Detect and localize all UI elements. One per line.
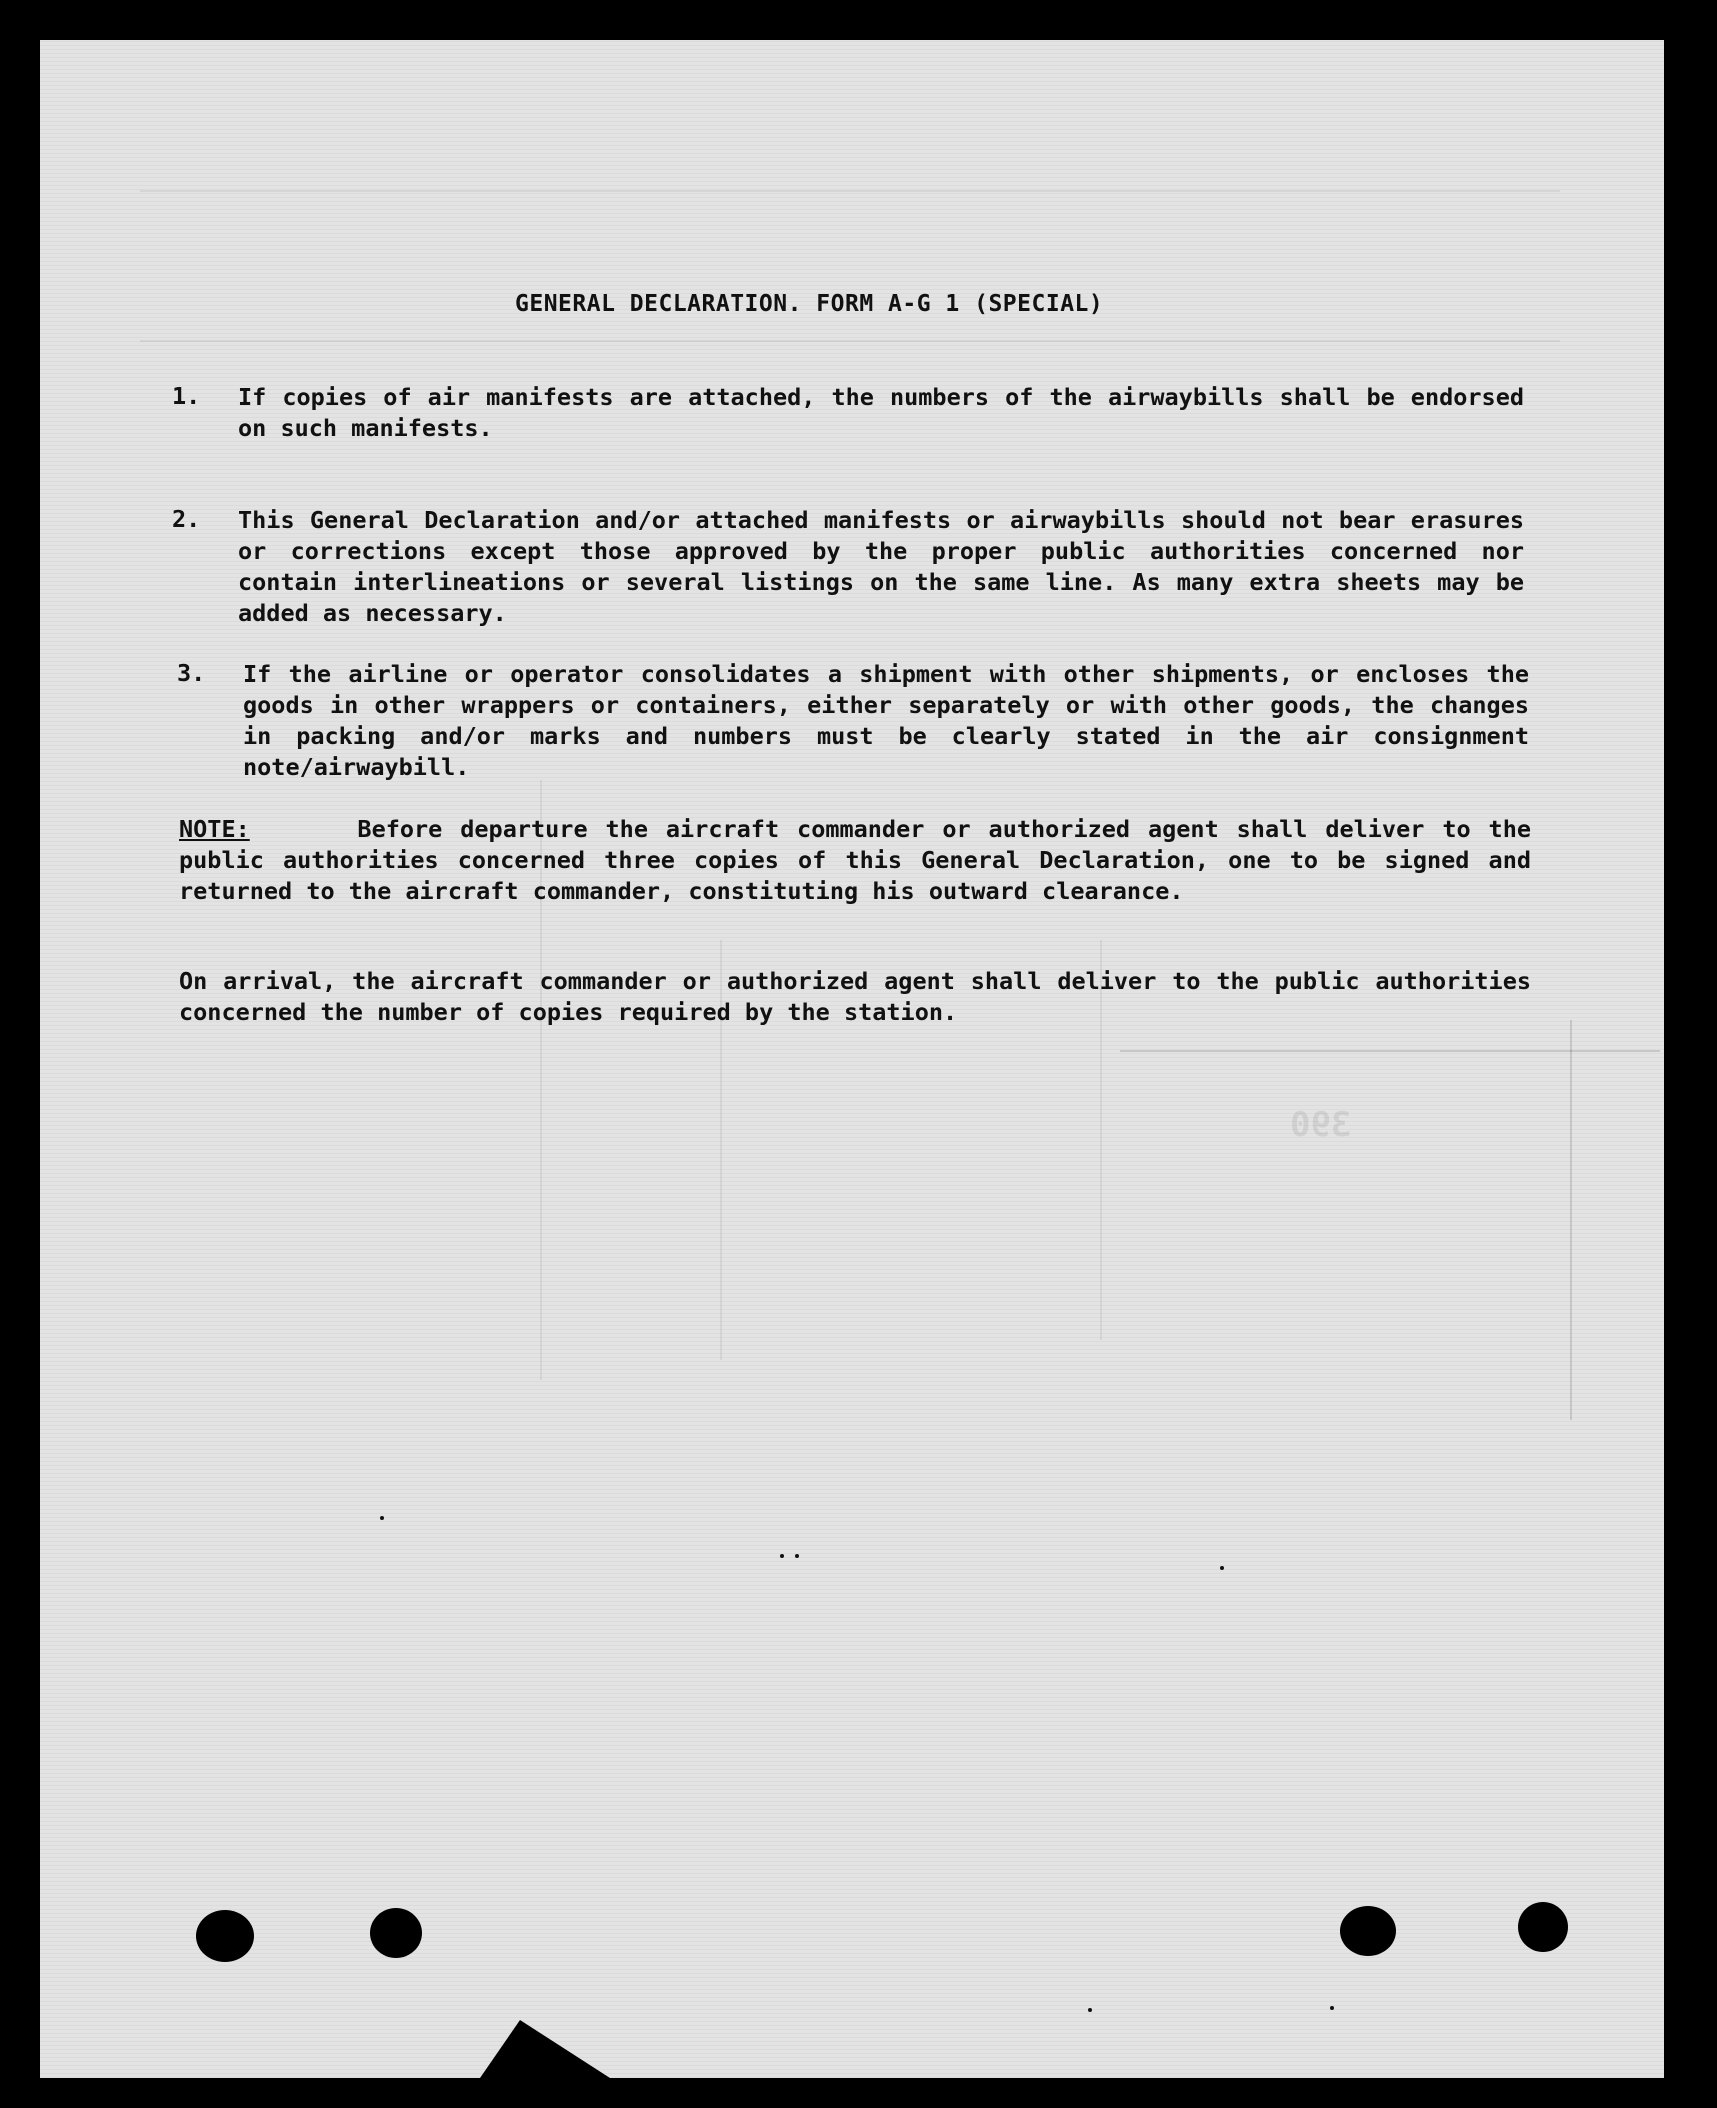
- bleed-through-line: [1570, 1020, 1572, 1420]
- bleed-through-line: [1120, 1050, 1660, 1052]
- bleed-through-line: [140, 190, 1560, 192]
- ink-speck: [780, 1554, 784, 1558]
- arrival-paragraph: On arrival, the aircraft commander or authorized agent shall deliver to the public authorities concerned the number of copies required by the station.: [179, 967, 1531, 1026]
- item-number: 2.: [172, 505, 201, 533]
- item-text: If the airline or operator consolidates a shipment with other shipments, or encloses the goods in other wrappers or containers, either separately or with other goods, the changes in packing and/or marks and numbers must be clearly stated in the air consignment note/airwaybill.: [243, 660, 1529, 781]
- ink-speck: [1088, 2008, 1092, 2012]
- punch-hole: [196, 1910, 254, 1962]
- punch-hole: [1340, 1906, 1396, 1956]
- document-page: [40, 40, 1664, 2078]
- document-title: GENERAL DECLARATION. FORM A-G 1 (SPECIAL): [515, 291, 1104, 317]
- item-text: This General Declaration and/or attached manifests or airwaybills should not bear erasures or corrections except those approved by the proper public authorities concerned nor contain interlineations or several listings on the same line. As many extra sheets may be added as necessary.: [238, 506, 1524, 627]
- note-text: Before departure the aircraft commander or authorized agent shall deliver to the public authorities concerned three copies of this General Declaration, one to be signed and returned to the aircraft commander, constituting his outward clearance.: [179, 815, 1532, 905]
- bleed-through-mark: 390: [1290, 1105, 1352, 1145]
- item-text: If copies of air manifests are attached, the numbers of the airwaybills shall be endorsed on such manifests.: [238, 383, 1524, 442]
- item-number: 3.: [177, 659, 206, 687]
- note-paragraph: [179, 814, 1531, 907]
- torn-edge: [480, 2020, 610, 2078]
- note-label: NOTE:: [179, 815, 250, 843]
- ink-speck: [795, 1554, 799, 1558]
- punch-hole: [1518, 1902, 1568, 1952]
- ink-speck: [380, 1516, 384, 1520]
- ink-speck: [1220, 1566, 1224, 1570]
- note-spacer: [268, 815, 340, 843]
- bleed-through-line: [140, 340, 1560, 342]
- ink-speck: [1330, 2006, 1334, 2010]
- punch-hole: [370, 1908, 422, 1958]
- item-number: 1.: [172, 382, 201, 410]
